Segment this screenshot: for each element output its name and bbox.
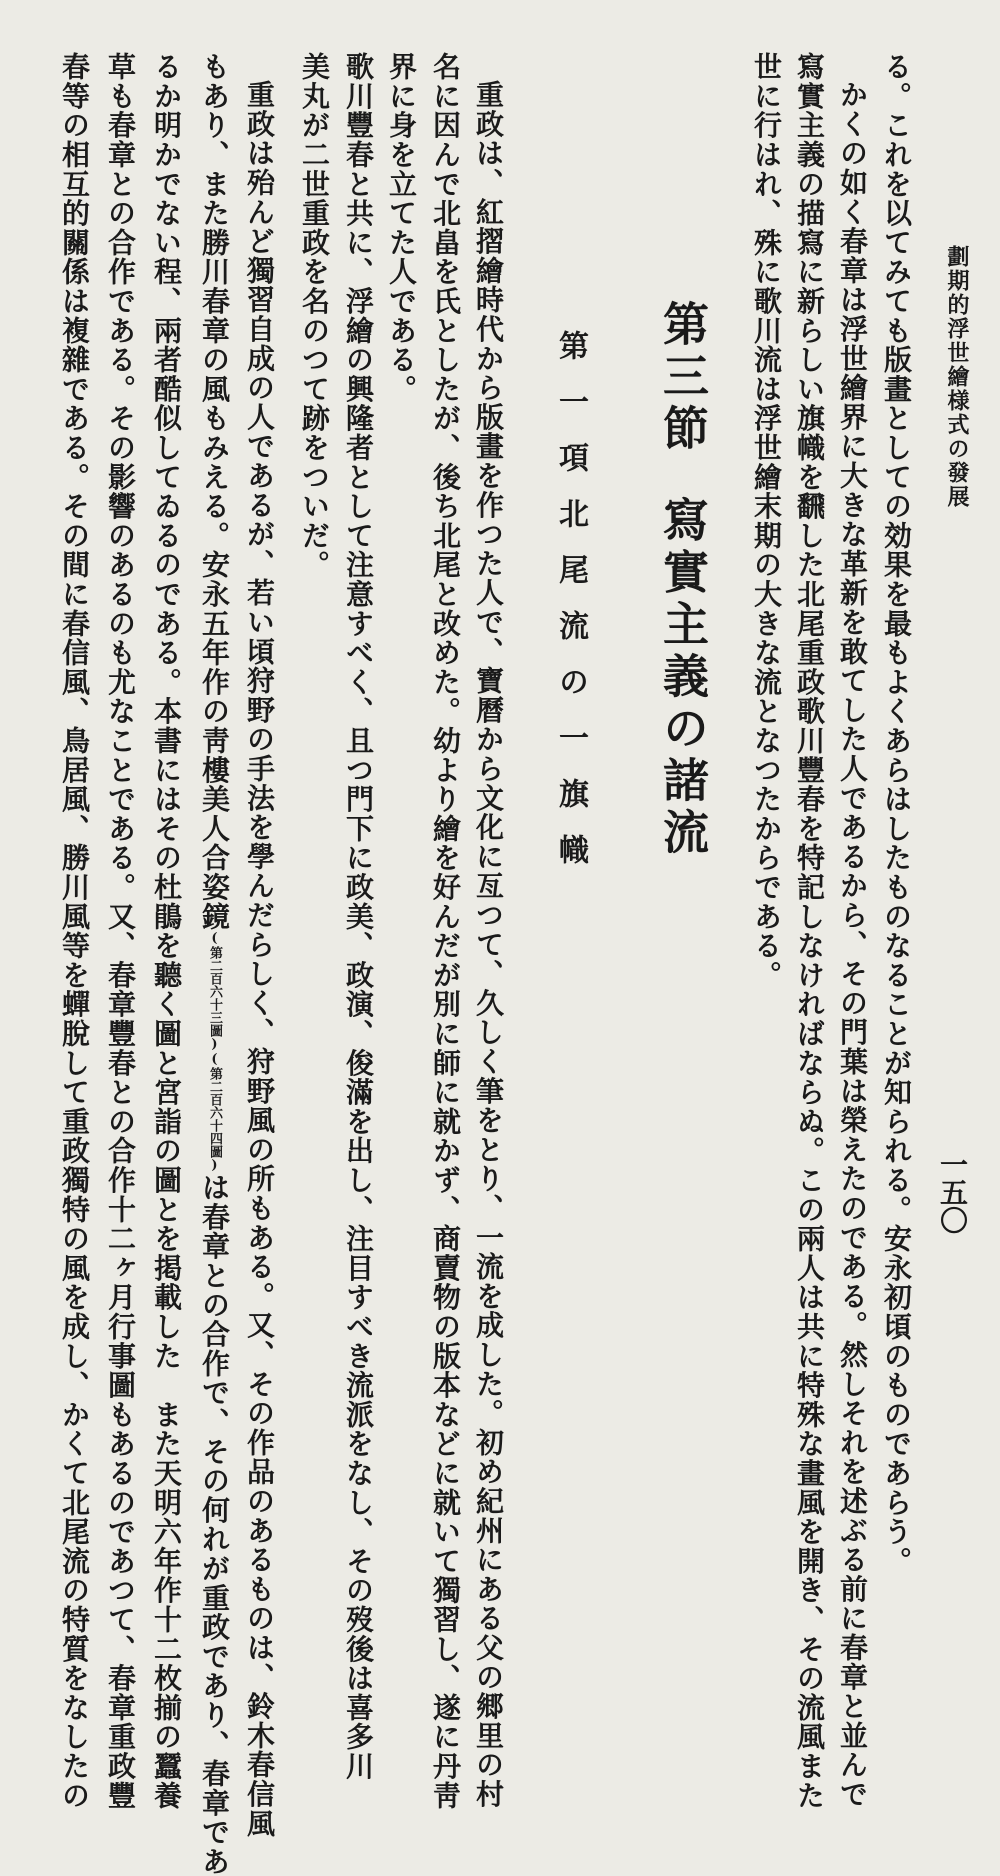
figure-reference: (第二百六十三圖) (207, 931, 222, 1052)
figure-reference: (第二百六十四圖) (207, 1052, 222, 1173)
section-number: 第三節 (656, 300, 710, 456)
text-column: 寫實主義の描寫に新らしい旗幟を飜した北尾重政歌川豐春を特記しなければならぬ。この兩人は共に特殊な畫風を開き、その流風また (793, 52, 826, 1810)
running-head: 劃期的浮世繪様式の發展 (944, 245, 970, 509)
text-column: 世に行はれ、殊に歌川流は浮世繪末期の大きな流となつたからである。 (750, 52, 783, 990)
text-column: 草も春章との合作である。その影響のあるのも尤なことである。又、春章豐春との合作十二ヶ月行事圖もあるのであつて、春章重政豐 (104, 52, 137, 1810)
text-column: 重政は殆んど獨習自成の人であるが、若い頃狩野の手法を學んだらしく、狩野風の所もある。又、その作品のあるものは、鈴木春信風 (243, 80, 276, 1838)
subsection-title: 第一項北尾流の一旗幟 (553, 330, 588, 890)
page-number: 一五〇 (936, 1150, 969, 1234)
text-column: かくの如く春章は浮世繪界に大きな革新を敢てした人であるから、その門葉は榮えたのである。然しそれを述ぶる前に春章と並んで (836, 80, 869, 1809)
text-column: 重政は、紅摺繪時代から版畫を作つた人で、寶曆から文化に亙つて、久しく筆をとり、一流を成した。初め紀州にある父の郷里の村 (472, 80, 505, 1809)
text-column: るか明かでない程、兩者酷似してゐるのである。本書にはその杜鵑を聽く圖と宮詣の圖とを掲載した また天明六年作十二枚揃の蠶養 (150, 52, 183, 1810)
text-column: 春等の相互的關係は複雜である。その間に春信風、鳥居風、勝川風等を蟬脫して重政獨特の風を成し、かくて北尾流の特質をなしたの (58, 52, 91, 1810)
text-column: る。これを以てみても版畫としての効果を最もよくあらはしたものなることが知られる。安永初頃のものであらう。 (880, 52, 913, 1576)
text-column: 名に因んで北畠を氏としたが、後ち北尾と改めた。幼より繪を好んだが別に師に就かず、商賣物の版本などに就いて獨習し、遂に丹靑 (429, 52, 462, 1810)
text-column: 歌川豐春と共に、浮繪の興隆者として注意すべく、且つ門下に政美、政演、俊滿を出し、注目すべき流派をなし、その歿後は喜多川 (342, 52, 375, 1781)
text-column: 界に身を立てた人である。 (385, 52, 418, 404)
section-name: 寫實主義の諸流 (656, 496, 710, 860)
text-column-annotated: もあり、また勝川春章の風もみえる。安永五年作の靑樓美人合姿鏡(第二百六十三圖)(第二百六十四圖)は春章との合作で、その何れが重政であり、春章であ (198, 52, 231, 1876)
section-title (650, 300, 716, 860)
text-column: 美丸が二世重政を名のつて跡をついだ。 (298, 52, 331, 580)
